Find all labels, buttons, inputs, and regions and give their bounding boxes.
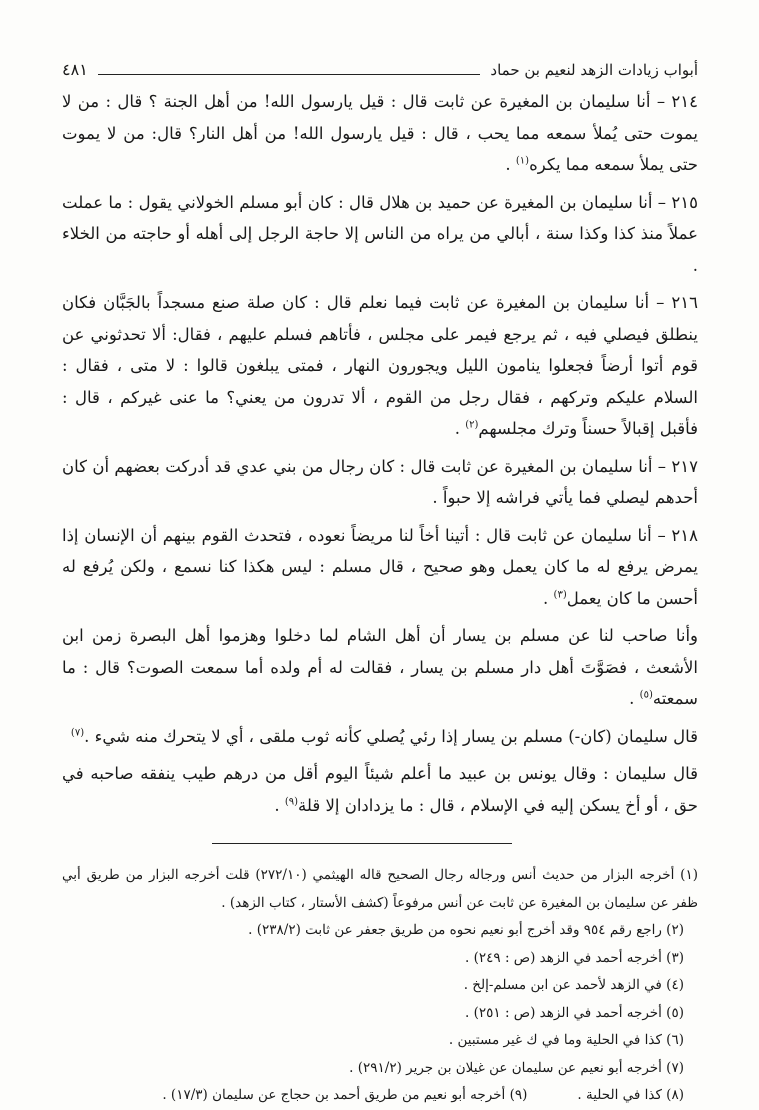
paragraph-sulaiman-1: قال سليمان (كان-) مسلم بن يسار إذا رئي يُصلي كأنه ثوب ملقى ، أي لا يتحرك منه شيء .$^{(٧)}$: [70, 726, 698, 746]
footnote-1: (١) أخرجه البزار من حديث أنس ورجاله رجال الصحيح قاله الهيثمي (٢٧٢/١٠) قلت أخرجه البزار من طريق أبي ظفر عن سليمان بن المغيرة عن ثابت عن أنس مرفوعاً (كشف الأستار ، كتاب الزهد) .: [62, 867, 698, 911]
paragraph-218: ٢١٨ – أنا سليمان عن ثابت قال : أتينا أخاً لنا مريضاً نعوده ، فتحدث القوم بينهم أن الإنسان إذا يمرض يرفع له ما كان يعمل وهو صحيح ، قال مسلم : ليس هكذا كنا نسمع ، ولكن يُرفع له أحسن ما كان يعمل$^{(٣)}$ .: [62, 525, 698, 608]
footnote-9: (٩) أخرجه أبو نعيم من طريق أحمد بن حجاج عن سليمان (١٧/٣) .: [162, 1087, 528, 1103]
running-head: [62, 60, 698, 86]
footnote-ref-7: (٧): [70, 727, 85, 738]
footnote-7: (٧) أخرجه أبو نعيم عن سليمان عن غيلان بن جرير (٢٩١/٢) .: [349, 1059, 684, 1076]
page-number: ٤٨١: [62, 60, 88, 79]
paragraph-sulaiman-2: قال سليمان : وقال يونس بن عبيد ما أعلم شيئاً اليوم أقل من درهم طيب ينفقه صاحبه في حق ، أو أخ يسكن إليه في الإسلام ، قال : ما يزدادان إلا قلة$^{(٩)}$ .: [62, 764, 698, 815]
header-rule: [98, 74, 481, 75]
paragraph-215: ٢١٥ – أنا سليمان بن المغيرة عن حميد بن هلال قال : كان أبو مسلم الخولاني يقول : ما عملت عملاً منذ كذا وكذا سنة ، أبالي من يراه من الناس إلا حاجة الرجل إلى أهله أو حاجته من الخلاء .: [62, 192, 698, 275]
footnote-ref-2: (٢): [465, 419, 479, 431]
main-text: [62, 86, 698, 821]
footnote-2: (٢) راجع رقم ٩٥٤ وقد أخرج أبو نعيم نحوه من طريق جعفر عن ثابت (٢٣٨/٢) .: [248, 922, 684, 938]
footnote-ref-1: (١): [515, 155, 530, 167]
footnote-8-9: [62, 1082, 698, 1110]
paragraph-217: ٢١٧ – أنا سليمان بن المغيرة عن ثابت قال : كان رجال من بني عدي قد أدركت بعضهم أن كان أحدهم ليصلي فما يأتي فراشه إلا حبواً .: [62, 456, 698, 507]
footnote-4: (٤) في الزهد لأحمد عن ابن مسلم-إلخ .: [463, 977, 684, 993]
footnote-ref-3: (٣): [553, 589, 567, 600]
paragraph-214: ٢١٤ – أنا سليمان بن المغيرة عن ثابت قال : قيل يارسول الله! من أهل الجنة ؟ قال : من لا يموت حتى يُملأ سمعه مما يحب ، قال : قيل يارسول الله! من أهل النار؟ قال: من لا يموت حتى يملأ سمعه مما يكره$^{(١)}$ .: [62, 92, 698, 174]
footnote-8: (٨) كذا في الحلية .: [577, 1087, 684, 1103]
paragraph-muslim: وأنا صاحب لنا عن مسلم بن يسار أن أهل الشام لما دخلوا وهزموا أهل البصرة زمن ابن الأشعث ، فصَوَّتَ أهل دار مسلم بن يسار ، فقالت له أم ولده أما سمعت الصوت؟ قال : ما سمعته$^{(٥)}$ .: [62, 626, 698, 708]
paragraph-216: ٢١٦ – أنا سليمان بن المغيرة عن ثابت فيما نعلم قال : كان صلة صنع مسجداً بالجَبَّان فكان ينطلق فيصلي فيه ، ثم يرجع فيمر على مجلس ، فأتاهم فسلم عليهم ، فقال: ألا تحدثوني عن قوم أتوا أرضاً فجعلوا ينامون الليل ويجورون النهار ، فمتى يبلغون قالوا : لا متى ، فقال : السلام عليكم وتركهم ، فقال رجل من القوم ، ألا تدرون من يعني؟ ما عنى غيركم ، قال : فأقبل إقبالاً حسناً وترك مجلسهم$^{(٢)}$ .: [62, 293, 698, 438]
running-title: أبواب زيادات الزهد لنعيم بن حماد: [490, 61, 698, 79]
footnote-ref-5: (٥): [639, 689, 653, 701]
footnotes: [62, 862, 698, 1110]
footnote-3: (٣) أخرجه أحمد في الزهد (ص : ٢٤٩) .: [465, 949, 684, 966]
footnote-ref-9: (٩): [284, 796, 299, 807]
page: [62, 60, 698, 1110]
footnote-5: (٥) أخرجه أحمد في الزهد (ص : ٢٥١) .: [465, 1004, 684, 1021]
footnote-divider: [212, 843, 512, 844]
footnote-6: (٦) كذا في الحلية وما في ك غير مستبين .: [448, 1032, 684, 1048]
